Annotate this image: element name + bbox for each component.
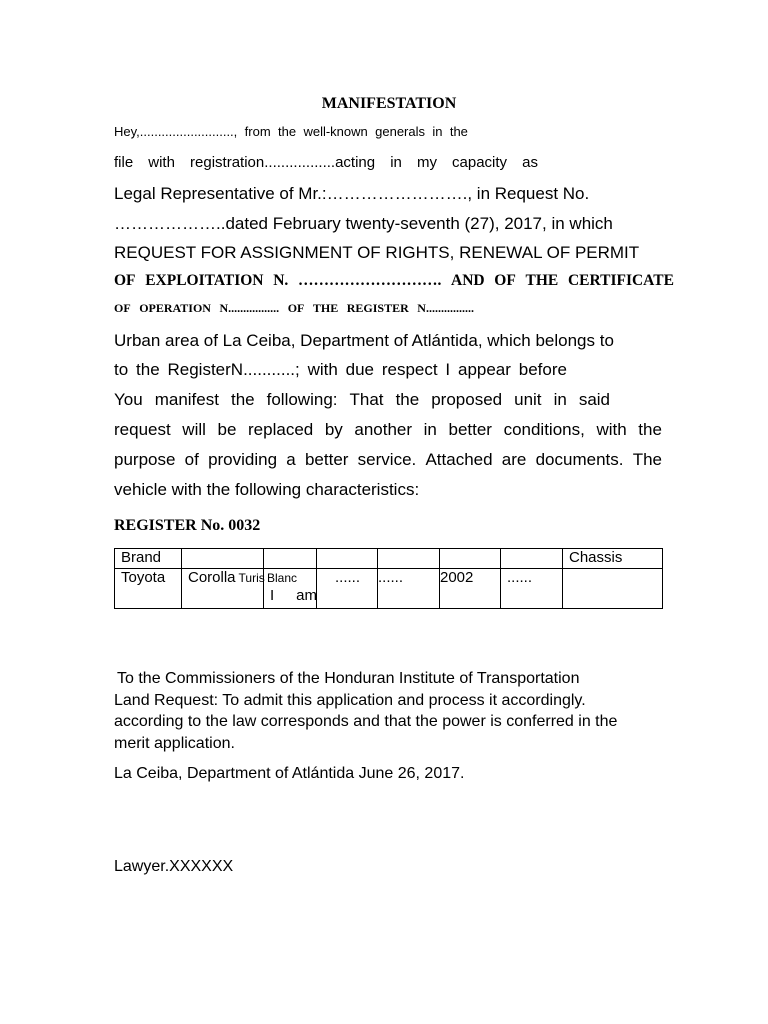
date-line: La Ceiba, Department of Atlántida June 26, 2017.: [114, 765, 465, 782]
header-cell: [440, 549, 501, 569]
word: from: [244, 124, 271, 139]
word: respect: [381, 360, 438, 379]
cell-year: 2002: [440, 569, 501, 609]
word: with: [596, 420, 627, 439]
cell-col8: ......: [501, 569, 563, 609]
word: OPERATION: [139, 301, 211, 315]
word: the: [449, 124, 468, 139]
cell-model: [182, 569, 264, 609]
word: capacity: [452, 154, 508, 171]
word: with: [148, 154, 175, 171]
word: better: [448, 420, 492, 439]
closing-line-4: merit application.: [114, 735, 235, 752]
intro-exploitation-line: [114, 272, 674, 290]
cell-brand: Toyota: [115, 569, 182, 609]
word: EXPLOITATION: [145, 272, 264, 289]
header-cell: [378, 549, 440, 569]
word: N................: [417, 301, 474, 315]
word: the: [395, 390, 420, 409]
word: will: [182, 420, 206, 439]
word: file: [114, 154, 134, 171]
header-cell: [317, 549, 378, 569]
color-text: Blanc: [267, 571, 298, 585]
body-paragraph-line-2: [114, 360, 567, 380]
word: my: [416, 154, 437, 171]
word: documents.: [535, 450, 624, 469]
word: to: [114, 360, 129, 379]
word: said: [578, 390, 610, 409]
word: better: [304, 450, 349, 469]
closing-line-1: To the Commissioners of the Honduran Institute of Transportation: [117, 670, 580, 687]
word: another: [354, 420, 413, 439]
body-paragraph-line-5: [114, 450, 662, 470]
body-paragraph-line-4: [114, 420, 662, 440]
word: following:: [266, 390, 338, 409]
word: OF: [114, 301, 131, 315]
header-cell-brand: Brand: [115, 549, 182, 569]
word: N.: [273, 272, 289, 289]
type-continuation: I: [270, 587, 275, 604]
word: in: [423, 420, 437, 439]
word: I: [445, 360, 451, 379]
intro-legal-representative: Legal Representative of Mr.:……………………., in Request No.: [114, 184, 590, 203]
word: That: [349, 390, 384, 409]
word: The: [632, 450, 662, 469]
word: conditions,: [503, 420, 585, 439]
cell-col5: ......: [317, 569, 378, 609]
word: purpose: [114, 450, 176, 469]
document-title: MANIFESTATION: [321, 95, 457, 112]
word: a: [286, 450, 296, 469]
word: of: [184, 450, 199, 469]
word: the: [638, 420, 662, 439]
word: AND: [451, 272, 485, 289]
word: the: [230, 390, 255, 409]
word: proposed: [431, 390, 503, 409]
word: the: [136, 360, 160, 379]
word: RegisterN...........;: [167, 360, 300, 379]
word: in: [390, 154, 402, 171]
word: appear: [457, 360, 511, 379]
word: well-known: [303, 124, 368, 139]
word: OF: [114, 272, 136, 289]
word: THE: [525, 272, 559, 289]
header-cell: [264, 549, 317, 569]
body-paragraph-line-3: [114, 390, 610, 410]
header-cell-chassis: Chassis: [563, 549, 663, 569]
word: generals: [375, 124, 425, 139]
word: replaced: [248, 420, 314, 439]
word: by: [324, 420, 343, 439]
vehicle-table-header-row: [115, 549, 663, 569]
word: You: [114, 390, 143, 409]
word: CERTIFICATE: [567, 272, 674, 289]
word: N.................: [219, 301, 280, 315]
word: Attached: [425, 450, 493, 469]
vehicle-table-value-row: [115, 569, 663, 609]
word: THE: [312, 301, 339, 315]
body-paragraph-line-6: vehicle with the following characteristics:: [114, 480, 420, 499]
word: registration.................acting: [190, 154, 376, 171]
header-cell: [501, 549, 563, 569]
word: Hey,..........................,: [114, 124, 238, 139]
closing-line-2: Land Request: To admit this application and process it accordingly.: [114, 692, 586, 709]
closing-line-3: according to the law corresponds and that the power is conferred in the: [114, 713, 618, 730]
cell-chassis: [563, 569, 663, 609]
word: providing: [208, 450, 278, 469]
intro-file-line: [114, 154, 538, 171]
word: as: [522, 154, 538, 171]
header-cell: [182, 549, 264, 569]
signature: Lawyer.XXXXXX: [114, 858, 234, 875]
color-continuation: am: [296, 587, 318, 604]
type-text: Turis: [238, 571, 265, 585]
word: OF: [287, 301, 305, 315]
word: due: [345, 360, 375, 379]
vehicle-table: [114, 548, 663, 609]
word: OF: [494, 272, 516, 289]
word: REGISTER: [346, 301, 409, 315]
word: in: [553, 390, 567, 409]
word: with: [307, 360, 338, 379]
intro-hey-line: [114, 124, 468, 139]
word: service.: [357, 450, 417, 469]
register-heading: REGISTER No. 0032: [114, 517, 261, 534]
word: are: [501, 450, 527, 469]
cell-col6: ......: [378, 569, 440, 609]
intro-dated-line: ………………..dated February twenty-seventh (27), 2017, in which: [114, 214, 613, 233]
intro-request-line: REQUEST FOR ASSIGNMENT OF RIGHTS, RENEWAL OF PERMIT: [114, 243, 640, 262]
word: in: [432, 124, 443, 139]
intro-operation-line: [114, 301, 474, 316]
body-paragraph-line-1: Urban area of La Ceiba, Department of Atlántida, which belongs to: [114, 331, 614, 350]
word: unit: [514, 390, 542, 409]
cell-type: [264, 569, 317, 609]
word: ……………………….: [297, 272, 442, 289]
word: manifest: [154, 390, 219, 409]
model-text: Corolla: [188, 569, 236, 586]
word: be: [217, 420, 237, 439]
word: the: [278, 124, 297, 139]
word: before: [518, 360, 567, 379]
word: request: [114, 420, 171, 439]
